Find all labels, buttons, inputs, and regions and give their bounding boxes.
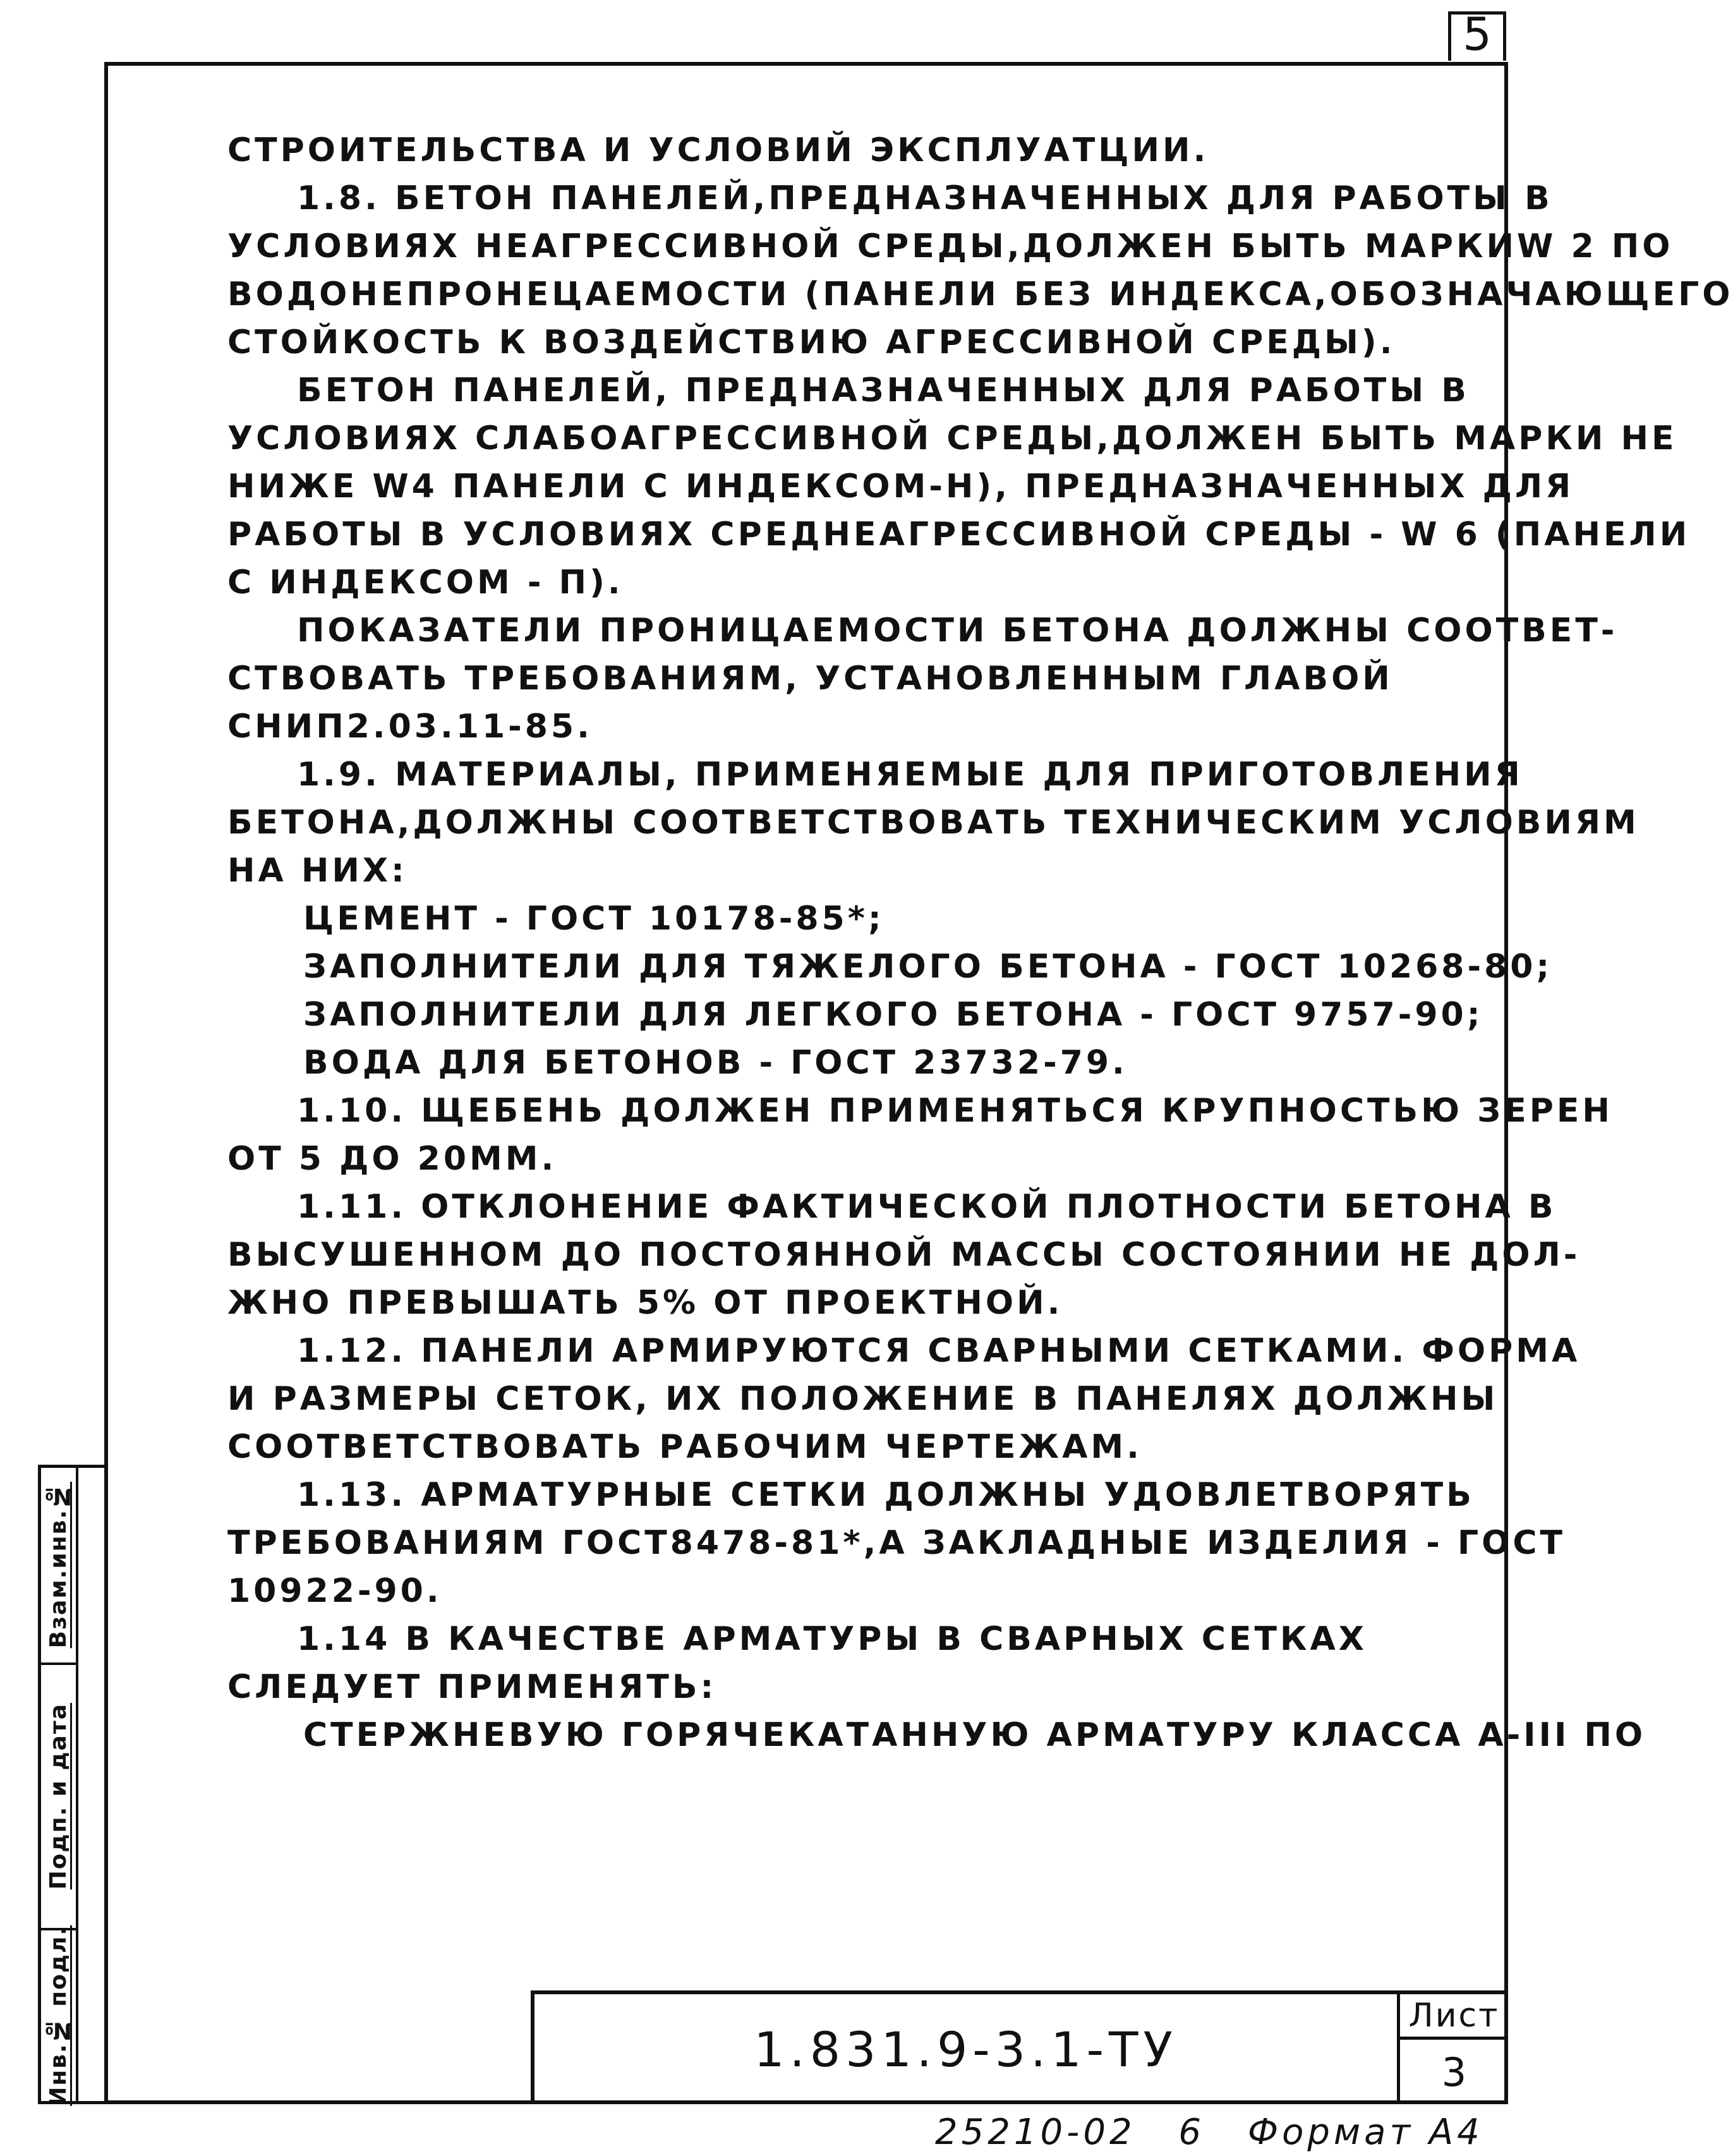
body-line: ЦЕМЕНТ - ГОСТ 10178-85*; bbox=[303, 900, 885, 938]
body-line: УСЛОВИЯХ СЛАБОАГРЕССИВНОЙ СРЕДЫ,ДОЛЖЕН БЫТЬ МАРКИ НЕ bbox=[227, 420, 1677, 457]
body-line: СООТВЕТСТВОВАТЬ РАБОЧИМ ЧЕРТЕЖАМ. bbox=[227, 1428, 1142, 1466]
body-line: 1.12. ПАНЕЛИ АРМИРУЮТСЯ СВАРНЫМИ СЕТКАМИ. ФОРМА bbox=[297, 1332, 1581, 1370]
sheet-label: Лист bbox=[1400, 1994, 1508, 2040]
body-line: ЗАПОЛНИТЕЛИ ДЛЯ ЛЕГКОГО БЕТОНА - ГОСТ 9757-90; bbox=[303, 996, 1483, 1034]
body-line: СТВОВАТЬ ТРЕБОВАНИЯМ, УСТАНОВЛЕННЫМ ГЛАВОЙ bbox=[227, 660, 1393, 698]
format-label: Формат А4 bbox=[1247, 2112, 1483, 2153]
replaced-inv-cell bbox=[41, 1468, 76, 1665]
body-line: СТРОИТЕЛЬСТВА И УСЛОВИЙ ЭКСПЛУАТЦИИ. bbox=[227, 131, 1209, 169]
body-line: ВОДОНЕПРОНЕЦАЕМОСТИ (ПАНЕЛИ БЕЗ ИНДЕКСА,ОБОЗНАЧАЮЩЕГО bbox=[227, 276, 1733, 313]
inv-no-cell bbox=[41, 1925, 76, 2106]
body-line: 1.13. АРМАТУРНЫЕ СЕТКИ ДОЛЖНЫ УДОВЛЕТВОРЯТЬ bbox=[297, 1476, 1475, 1514]
copy-number: 25210-02 bbox=[935, 2112, 1136, 2153]
body-line: ПОКАЗАТЕЛИ ПРОНИЦАЕМОСТИ БЕТОНА ДОЛЖНЫ СООТВЕТ- bbox=[297, 612, 1618, 650]
body-line: ТРЕБОВАНИЯМ ГОСТ8478-81*,А ЗАКЛАДНЫЕ ИЗДЕЛИЯ - ГОСТ bbox=[227, 1524, 1566, 1562]
title-block bbox=[531, 1990, 1508, 2104]
sign-date-label: Подп. и дата bbox=[45, 1703, 71, 1890]
body-line: СТОЙКОСТЬ К ВОЗДЕЙСТВИЮ АГРЕССИВНОЙ СРЕДЫ). bbox=[227, 324, 1396, 361]
inv-no-label: Инв.№ подл. bbox=[45, 1925, 71, 2106]
body-line: 1.10. ЩЕБЕНЬ ДОЛЖЕН ПРИМЕНЯТЬСЯ КРУПНОСТЬЮ ЗЕРЕН bbox=[297, 1092, 1613, 1130]
body-line: БЕТОНА,ДОЛЖНЫ СООТВЕТСТВОВАТЬ ТЕХНИЧЕСКИМ УСЛОВИЯМ bbox=[227, 804, 1639, 842]
body-line: СЛЕДУЕТ ПРИМЕНЯТЬ: bbox=[227, 1668, 717, 1706]
document-code: 1.831.9-3.1-ТУ bbox=[534, 1994, 1400, 2104]
page-number-box bbox=[1448, 8, 1506, 61]
replaced-inv-label: Взам.инв.№ bbox=[45, 1482, 71, 1649]
body-line: НА НИХ: bbox=[227, 852, 408, 890]
document-body bbox=[227, 126, 1733, 1759]
body-line: 1.11. ОТКЛОНЕНИЕ ФАКТИЧЕСКОЙ ПЛОТНОСТИ БЕТОНА В bbox=[297, 1188, 1557, 1226]
body-line: ЖНО ПРЕВЫШАТЬ 5% ОТ ПРОЕКТНОЙ. bbox=[227, 1284, 1063, 1322]
side-stamp bbox=[38, 1465, 107, 2104]
body-line: ВОДА ДЛЯ БЕТОНОВ - ГОСТ 23732-79. bbox=[303, 1044, 1128, 1082]
body-line: С ИНДЕКСОМ - П). bbox=[227, 564, 624, 602]
body-line: 10922-90. bbox=[227, 1572, 442, 1610]
body-line: БЕТОН ПАНЕЛЕЙ, ПРЕДНАЗНАЧЕННЫХ ДЛЯ РАБОТЫ В bbox=[297, 372, 1470, 409]
footer bbox=[935, 2111, 1511, 2155]
copy-sheet: 6 bbox=[1178, 2112, 1205, 2153]
body-line: СНИП2.03.11-85. bbox=[227, 708, 593, 746]
body-line: ВЫСУШЕННОМ ДО ПОСТОЯННОЙ МАССЫ СОСТОЯНИИ НЕ ДОЛ- bbox=[227, 1236, 1581, 1274]
sheet-number: 3 bbox=[1441, 2049, 1467, 2095]
body-line: ЗАПОЛНИТЕЛИ ДЛЯ ТЯЖЕЛОГО БЕТОНА - ГОСТ 10268-80; bbox=[303, 948, 1553, 986]
page-number: 5 bbox=[1463, 8, 1492, 61]
body-line: СТЕРЖНЕВУЮ ГОРЯЧЕКАТАННУЮ АРМАТУРУ КЛАССА А-III ПО bbox=[303, 1716, 1646, 1754]
side-stamp-column bbox=[41, 1468, 78, 2106]
body-line: 1.14 В КАЧЕСТВЕ АРМАТУРЫ В СВАРНЫХ СЕТКАХ bbox=[297, 1620, 1367, 1658]
sign-date-cell bbox=[41, 1665, 76, 1930]
body-line: НИЖЕ W4 ПАНЕЛИ С ИНДЕКСОМ-Н), ПРЕДНАЗНАЧЕННЫХ ДЛЯ bbox=[227, 468, 1574, 506]
body-line: ОТ 5 ДО 20ММ. bbox=[227, 1140, 557, 1178]
body-line: РАБОТЫ В УСЛОВИЯХ СРЕДНЕАГРЕССИВНОЙ СРЕДЫ - W 6 (ПАНЕЛИ bbox=[227, 516, 1691, 554]
body-line: 1.9. МАТЕРИАЛЫ, ПРИМЕНЯЕМЫЕ ДЛЯ ПРИГОТОВЛЕНИЯ bbox=[297, 756, 1523, 794]
body-line: УСЛОВИЯХ НЕАГРЕССИВНОЙ СРЕДЫ,ДОЛЖЕН БЫТЬ МАРКИW 2 ПО bbox=[227, 227, 1674, 265]
body-line: И РАЗМЕРЫ СЕТОК, ИХ ПОЛОЖЕНИЕ В ПАНЕЛЯХ ДОЛЖНЫ bbox=[227, 1380, 1499, 1418]
body-line: 1.8. БЕТОН ПАНЕЛЕЙ,ПРЕДНАЗНАЧЕННЫХ ДЛЯ РАБОТЫ В bbox=[297, 179, 1553, 217]
